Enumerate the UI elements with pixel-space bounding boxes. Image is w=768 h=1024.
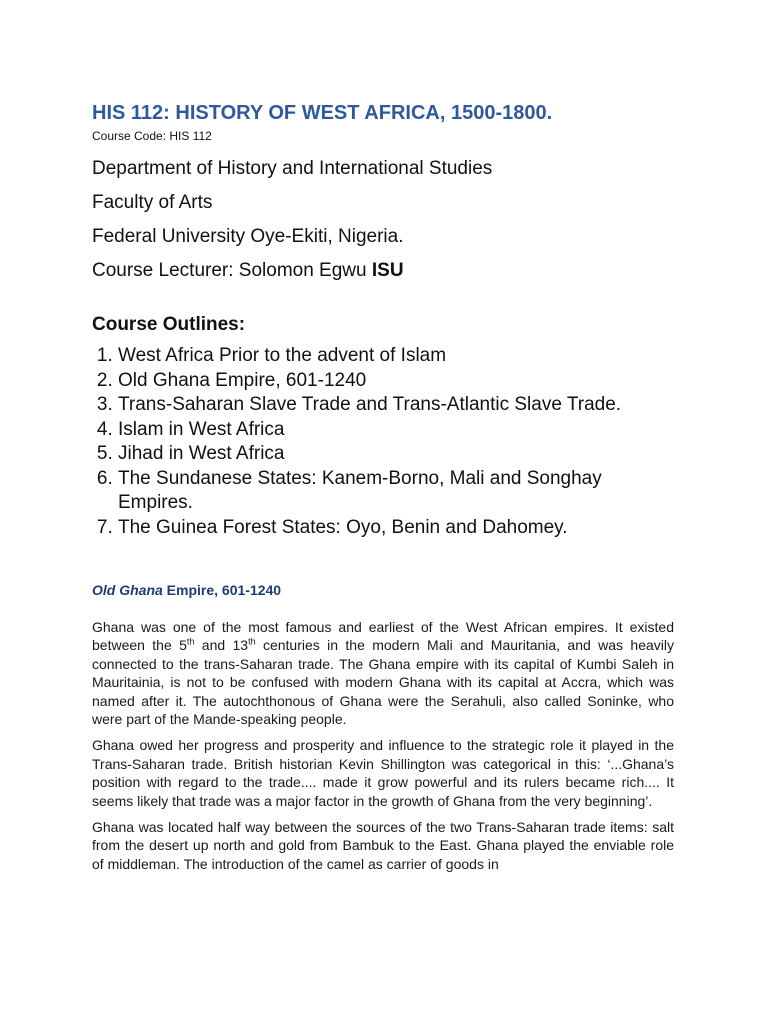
outline-item: 6. The Sundanese States: Kanem-Borno, Mali and Songhay Empires.	[118, 467, 674, 516]
outline-item: 5. Jihad in West Africa	[118, 442, 674, 467]
outline-list	[92, 344, 674, 540]
department: Department of History and International Studies	[92, 158, 493, 179]
section-heading-italic: Old Ghana	[92, 582, 163, 598]
outline-item: 7. The Guinea Forest States: Oyo, Benin and Dahomey.	[118, 516, 674, 541]
paragraph-1-part-c: centuries in the modern Mali and Mauritania, and was heavily connected to the trans-Saharan trade. The Ghana empire with its capital of Kumbi Saleh in Mauritainia, is not to be confused with modern Ghana with its capital at Accra, which was named after it. The autochthonous of Ghana were the Serahuli, also called Soninke, who were part of the Mande-speaking people.	[92, 637, 674, 728]
outline-item: 3. Trans-Saharan Slave Trade and Trans-Atlantic Slave Trade.	[118, 393, 674, 418]
course-lecturer	[92, 254, 674, 288]
outline-heading: Course Outlines:	[92, 314, 246, 335]
paragraph-1-part-a: Ghana was one of the most famous and earliest of the West African empires. It existed between the 5	[92, 619, 674, 654]
faculty: Faculty of Arts	[92, 192, 213, 213]
superscript: th	[248, 636, 256, 647]
course-code: Course Code: HIS 112	[92, 129, 212, 143]
outline-item: 4. Islam in West Africa	[118, 418, 674, 443]
lecturer-surname: ISU	[371, 260, 404, 281]
superscript: th	[186, 636, 195, 647]
paragraph-1	[92, 618, 674, 728]
section-heading	[92, 580, 674, 600]
outline-item: 1. West Africa Prior to the advent of Islam	[118, 344, 674, 369]
paragraph-2: Ghana owed her progress and prosperity and influence to the strategic role it played in the Trans-Saharan trade. British historian Kevin Shillington was categorical in this: ‘...Ghana’s position with regard to the trade.... made it grow powerful and its rulers became rich.... It seems likely that trade was a major factor in the growth of Ghana from the very beginning’.	[92, 737, 674, 809]
outline-item: 2. Old Ghana Empire, 601-1240	[118, 369, 674, 394]
section-heading-rest: Empire, 601-1240	[162, 582, 282, 598]
paragraph-1-part-b: and 13	[194, 637, 249, 654]
course-title: HIS 112: HISTORY OF WEST AFRICA, 1500-1800.	[92, 102, 553, 124]
document-page	[92, 100, 674, 873]
paragraph-3: Ghana was located half way between the sources of the two Trans-Saharan trade items: salt from the desert up north and gold from Bambuk to the East. Ghana played the enviable role of middleman. The introduction of the camel as carrier of goods in	[92, 819, 674, 872]
lecturer-label: Course Lecturer: Solomon Egwu	[92, 260, 372, 281]
university: Federal University Oye-Ekiti, Nigeria.	[92, 226, 404, 247]
